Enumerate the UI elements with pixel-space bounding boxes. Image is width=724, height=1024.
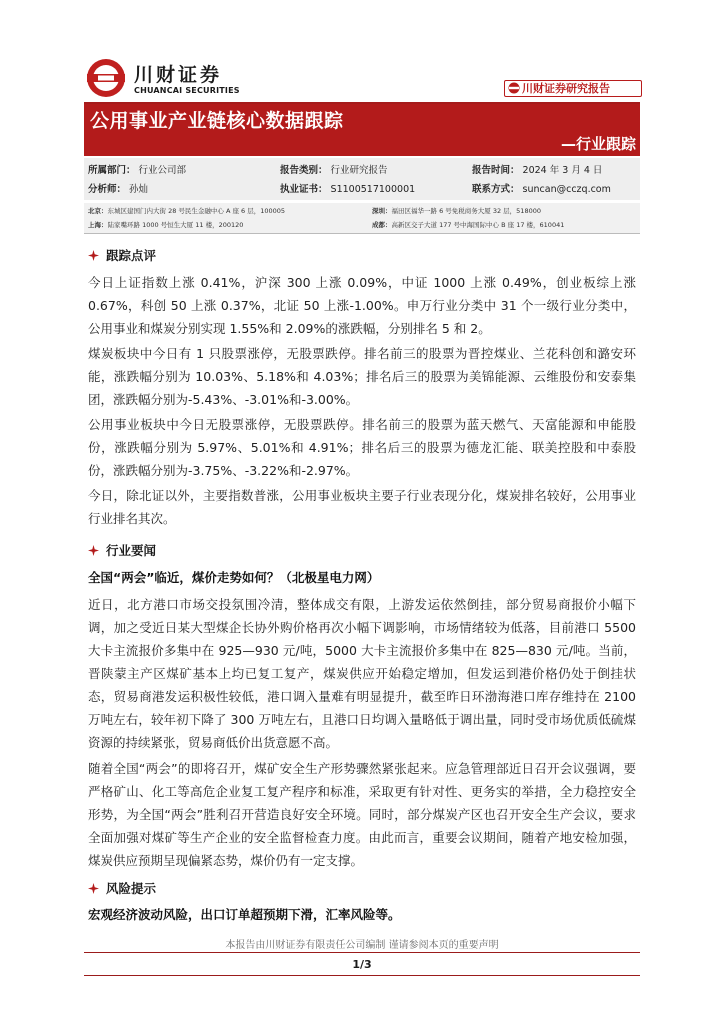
report-time-field: 报告时间： 2024 年 3 月 4 日 — [472, 165, 603, 176]
contact-field: 联系方式： suncan@cczq.com — [472, 184, 611, 195]
review-paragraph-4: 今日，除北证以外，主要指数普涨，公用事业板块主要子行业表现分化，煤炭排名较好，公用事业行业排名其次。 — [88, 488, 636, 526]
report-subtitle: —行业跟踪 — [560, 135, 636, 153]
section-heading-review: 跟踪点评 — [88, 246, 156, 264]
address-shanghai: 上海：陆家嘴环路 1000 号恒生大厦 11 楼，200120 — [88, 221, 244, 229]
news-paragraph-1: 近日，北方港口市场交投氛围冷清，整体成交有限，上游发运依然倒挂，部分贸易商报价小幅下调，加之受近日某大型煤企长协外购价格再次小幅下调影响，市场情绪较为低落，目前港口 5500 大卡主流报价多集中在 925—930 元/吨，5000 大卡主流报价多集中在 825—830 元/吨。当前，晋陕蒙主产区煤矿基本上均已复工复产，煤炭供应开始稳定增加，但发运到港价格仍处于倒挂状态，贸易商港发运积极性较低，港口调入量难有明显提升，截至昨日环渤海港口库存维持在 2100 万吨左右，较年初下降了 300 万吨左右，且港口日均调入量略低于调出量，同时受市场优质低硫煤资源的持续紧张，贸易商低价出货意愿不高。 — [88, 597, 636, 750]
section-heading-news: 行业要闻 — [88, 541, 156, 559]
risk-text: 宏观经济波动风险，出口订单超预期下滑，汇率风险等。 — [88, 907, 401, 922]
review-paragraph-3: 公用事业板块中今日无股票涨停，无股票跌停。排名前三的股票为蓝天燃气、天富能源和申能股份，涨跌幅分别为 5.97%、5.01%和 4.91%；排名后三的股票为德龙汇能、联美控股和中泰股份，涨跌幅分别为-3.75%、-3.22%和-2.97%。 — [88, 417, 636, 478]
address-beijing: 北京：东城区建国门内大街 28 号民生金融中心 A 座 6 层，100005 — [88, 207, 286, 215]
section-bullet-icon — [88, 545, 99, 556]
review-paragraph-2: 煤炭板块中今日有 1 只股票涨停，无股票跌停。排名前三的股票为晋控煤业、兰花科创和潞安环能，涨跌幅分别为 10.03%、5.18%和 4.03%；排名后三的股票为美锦能源、云维股份和安泰集团，涨跌幅分别为-5.43%、-3.01%和-3.00%。 — [88, 346, 636, 407]
certificate-field: 执业证书： S1100517100001 — [280, 184, 416, 195]
report-type-field: 报告类别： 行业研究报告 — [280, 165, 388, 176]
report-tag — [504, 80, 642, 97]
address-shenzhen: 深圳：福田区福华一路 6 号免税商务大厦 32 层，518000 — [372, 207, 541, 215]
footer-rule-bottom — [84, 975, 640, 976]
section-bullet-icon — [88, 250, 99, 261]
section-bullet-icon — [88, 883, 99, 894]
news-headline: 全国“两会”临近，煤价走势如何？（北极星电力网） — [88, 570, 380, 585]
report-tag-logo-icon — [508, 82, 520, 94]
section-heading-risk: 风险提示 — [88, 879, 156, 897]
brand-english-name: CHUANCAI SECURITIES — [134, 86, 240, 95]
footer-disclaimer: 本报告由川财证券有限责任公司编制 谨请参阅本页的重要声明 — [225, 940, 499, 951]
department-field: 所属部门： 行业公司部 — [88, 165, 187, 176]
report-title: 公用事业产业链核心数据跟踪 — [90, 110, 344, 132]
news-paragraph-2: 随着全国“两会”的即将召开，煤矿安全生产形势骤然紧张起来。应急管理部近日召开会议强调，要严格矿山、化工等高危企业复工复产程序和标准，采取更有针对性、更务实的举措，全力稳控安全形势，为全国“两会”胜利召开营造良好安全环境。同时，部分煤炭产区也召开安全生产会议，要求全面加强对煤矿等生产企业的安全监督检查力度。由此而言，重要会议期间，随着产地安检加强，煤炭供应预期呈现偏紧态势，煤价仍有一定支撑。 — [88, 761, 636, 868]
analyst-field: 分析师： 孙灿 — [88, 184, 149, 195]
footer-rule-top — [84, 952, 640, 953]
report-tag-text: 川财证券研究报告 — [522, 82, 610, 95]
review-paragraph-1: 今日上证指数上涨 0.41%，沪深 300 上涨 0.09%，中证 1000 上涨 0.49%，创业板综上涨 0.67%，科创 50 上涨 0.37%，北证 50 上涨-1.00%。申万行业分类中 31 个一级行业分类中，公用事业和煤炭分别实现 1.55%和 2.09%的涨跌幅，分别排名 5 和 2。 — [88, 275, 636, 336]
brand-name: 川财证券 — [134, 64, 223, 86]
page-number: 1/3 — [352, 958, 372, 971]
address-chengdu: 成都：高新区交子大道 177 号中海国际中心 B 座 17 楼，610041 — [372, 221, 565, 229]
chuancai-logo-icon — [84, 58, 128, 98]
